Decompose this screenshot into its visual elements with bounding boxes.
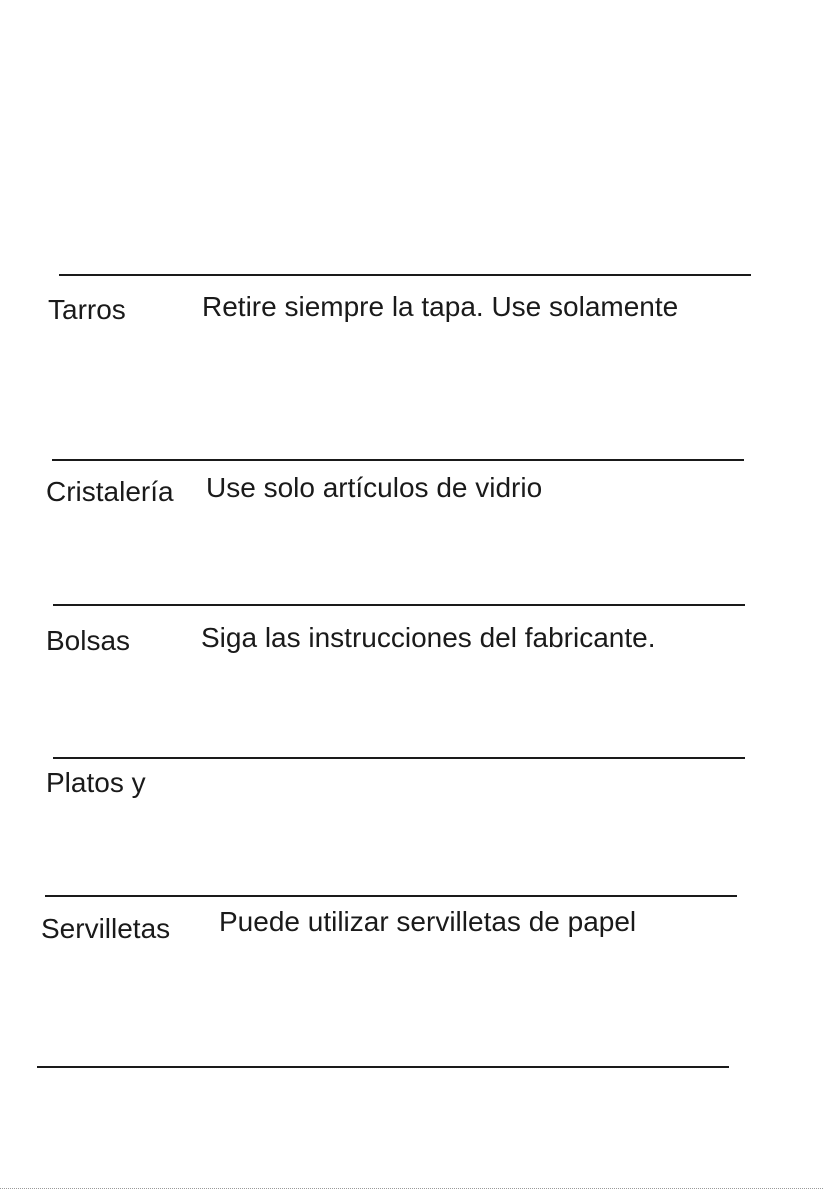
row-label-bolsas: Bolsas <box>46 625 131 656</box>
row-text-bolsas: Siga las instrucciones del fabricante. <box>201 622 656 653</box>
row-text-servilletas: Puede utilizar servilletas de papel <box>219 906 637 937</box>
row-text-tarros: Retire siempre la tapa. Use solamente <box>202 291 679 322</box>
row-divider <box>37 1066 729 1068</box>
row-divider <box>59 274 751 276</box>
row-divider <box>52 459 744 461</box>
row-text-cristaleria: Use solo artículos de vidrio <box>206 472 543 503</box>
row-label-tarros: Tarros <box>48 294 126 325</box>
page-bottom-dotted-line <box>0 1188 823 1189</box>
row-label-cristaleria: Cristalería <box>46 476 174 507</box>
row-divider <box>53 604 745 606</box>
row-divider <box>53 757 745 759</box>
row-label-servilletas: Servilletas <box>41 913 171 944</box>
row-divider <box>45 895 737 897</box>
row-label-platos: Platos y <box>46 767 146 798</box>
